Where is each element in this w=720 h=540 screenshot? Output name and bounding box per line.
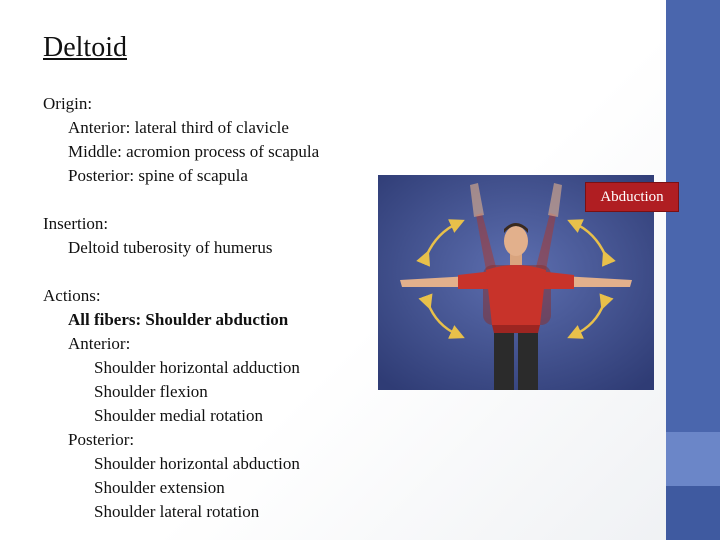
actions-posterior-item-1: Shoulder horizontal abduction <box>94 454 300 473</box>
origin-item-anterior: Anterior: lateral third of clavicle <box>68 118 289 137</box>
actions-section <box>43 284 300 524</box>
actions-anterior-item-1: Shoulder horizontal adduction <box>94 358 300 377</box>
origin-item-middle: Middle: acromion process of scapula <box>68 142 320 161</box>
abduction-label: Abduction <box>585 182 679 212</box>
actions-anterior-item-3: Shoulder medial rotation <box>94 406 264 425</box>
insertion-section <box>43 212 272 260</box>
actions-posterior-item-3: Shoulder lateral rotation <box>94 502 260 521</box>
origin-heading: Origin: <box>43 94 93 113</box>
actions-all-fibers: All fibers: Shoulder abduction <box>68 310 289 329</box>
decorative-side-bar <box>666 0 720 540</box>
actions-posterior-item-2: Shoulder extension <box>94 478 225 497</box>
insertion-item: Deltoid tuberosity of humerus <box>68 238 273 257</box>
origin-item-posterior: Posterior: spine of scapula <box>68 166 248 185</box>
actions-anterior-item-2: Shoulder flexion <box>94 382 208 401</box>
actions-posterior-heading: Posterior: <box>68 430 135 449</box>
insertion-heading: Insertion: <box>43 214 109 233</box>
slide-title: Deltoid <box>43 32 127 63</box>
decorative-block-dark <box>666 486 720 540</box>
actions-heading: Actions: <box>43 286 101 305</box>
origin-section <box>43 92 319 188</box>
decorative-block-light <box>666 432 720 486</box>
actions-anterior-heading: Anterior: <box>68 334 131 353</box>
